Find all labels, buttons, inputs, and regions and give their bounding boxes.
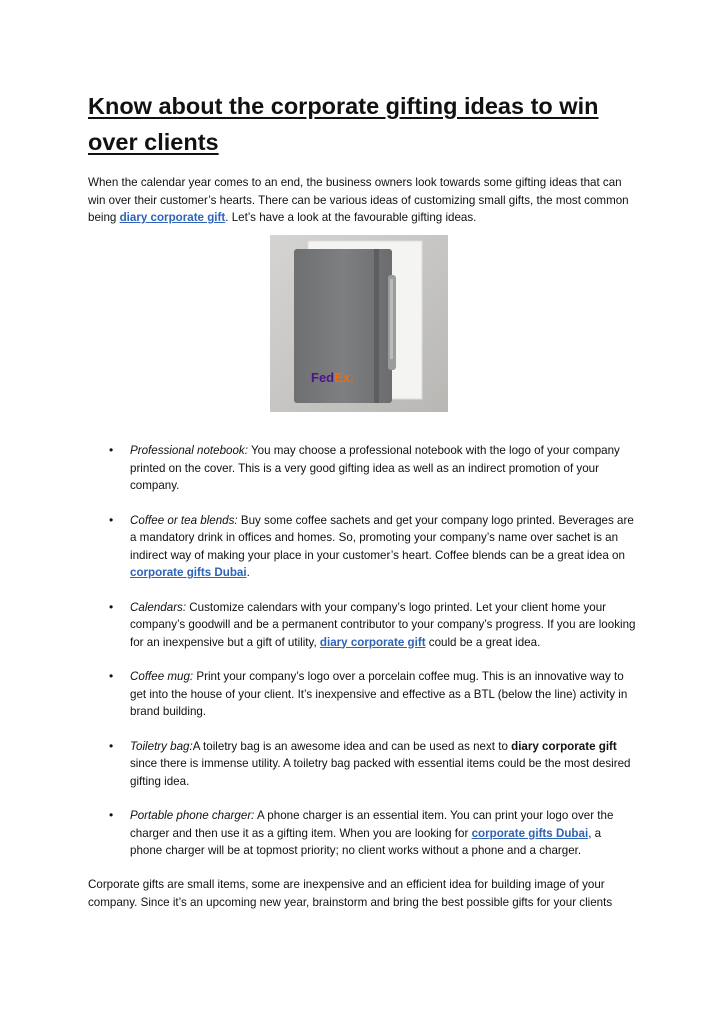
item-label: Calendars: <box>130 600 187 614</box>
diary-corporate-gift-link[interactable]: diary corporate gift <box>119 211 226 224</box>
item-text-end: , a phone charger will be at topmost priority; no client works without a phone and a charger. <box>130 826 602 857</box>
list-item <box>88 442 636 495</box>
item-text: Buy some coffee sachets and get your company logo printed. Beverages are a mandatory drink in offices and homes. So, promoting your company’s name over sachet is an indirect way of making your place in your customer’s heart. Coffee blends can be a great idea on <box>130 513 634 562</box>
closing-paragraph: Corporate gifts are small items, some are inexpensive and an efficient idea for building image of your company. Since it’s an upcoming new year, brainstorm and bring the best possible gifts for your clients <box>88 878 613 909</box>
item-label: Professional notebook: <box>130 444 248 457</box>
bullet-icon: • <box>109 599 114 614</box>
notebook-image <box>270 235 448 412</box>
intro-paragraph <box>88 174 638 227</box>
fedex-logo: FedEx. <box>311 370 354 385</box>
item-text: A phone charger is an essential item. You can print your logo over the charger and then use it as a gifting item. When you are looking for <box>130 809 614 840</box>
item-text-end: . <box>246 566 250 579</box>
item-text: A toiletry bag is an awesome idea and can be used as next to <box>192 739 512 753</box>
corporate-gifts-dubai-link[interactable]: corporate gifts Dubai <box>130 566 247 579</box>
bullet-icon: • <box>109 443 114 457</box>
item-text: Customize calendars with your company’s logo printed. Let your client home your company’s goodwill and be a permanent contributor to your company’s progress. If you are looking for an inexpensive but a gift of utility, <box>130 600 636 649</box>
item-text-end: since there is immense utility. A toiletry bag packed with essential items could be the most desired gifting idea. <box>130 757 631 788</box>
gift-ideas-list <box>88 442 636 860</box>
item-text-end: could be a great idea. <box>425 635 541 649</box>
item-label: Portable phone charger: <box>130 809 255 822</box>
item-label: Toiletry bag: <box>130 739 193 753</box>
page-title: Know about the corporate gifting ideas to win over clients <box>88 93 599 155</box>
corporate-gifts-dubai-link[interactable]: corporate gifts Dubai <box>471 826 589 840</box>
item-text: You may choose a professional notebook with the logo of your company printed on the cover. This is a very good gifting idea as well as an indirect promotion of your company. <box>130 444 620 492</box>
item-text: Print your company’s logo over a porcelain coffee mug. This is an innovative way to get into the house of your client. It’s inexpensive and effective as a BTL (below the line) activity in brand building. <box>130 670 628 718</box>
diary-corporate-gift-link[interactable]: diary corporate gift <box>319 635 426 649</box>
list-item <box>88 512 636 582</box>
list-item <box>88 599 636 652</box>
bullet-icon: • <box>109 669 114 683</box>
notebook-illustration <box>270 235 448 412</box>
item-label: Coffee or tea blends: <box>130 513 238 527</box>
list-item <box>88 738 636 791</box>
list-item <box>88 807 636 860</box>
bullet-icon: • <box>109 808 114 822</box>
intro-text-end: . Let’s have a look at the favourable gifting ideas. <box>225 211 477 224</box>
list-item <box>88 668 636 721</box>
item-label: Coffee mug: <box>130 670 194 683</box>
item-bold-text: diary corporate gift <box>511 739 617 753</box>
bullet-icon: • <box>109 512 114 527</box>
intro-text: When the calendar year comes to an end, the business owners look towards some gifting ideas that can win over their customer’s hearts. There can be various ideas of customizing small gifts, the most common being <box>88 176 629 224</box>
bullet-icon: • <box>109 738 114 753</box>
